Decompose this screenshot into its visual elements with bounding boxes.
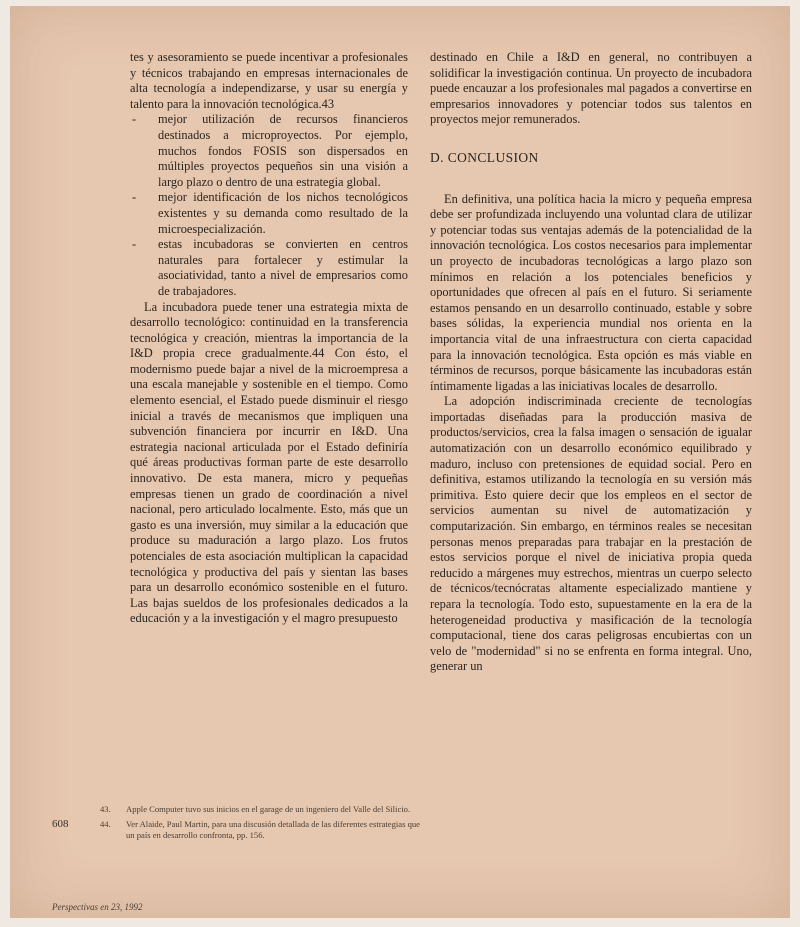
footnote-text: Apple Computer tuvo sus inicios en el garage de un ingeniero del Valle del Silicio. — [126, 804, 411, 814]
bullet-item: - estas incubadoras se convierten en centros naturales para fortalecer y estimular la asociatividad, tanto a nivel de empresarios como de trabajadores. — [130, 237, 408, 299]
footnote — [100, 819, 420, 841]
conclusion-paragraph: La adopción indiscriminada creciente de tecnologías importadas diseñadas para la producción masiva de productos/servicios, crea la falsa imagen o sensación de igualar automatización con un desarrollo económico equilibrado y maduro, incluso con pretensiones de equidad social. Pero en definitiva, estamos utilizando la tecnología en su versión más primitiva. Esto quiere decir que los empleos en el sector de servicios aumentan su nivel de automatización y computarización. Sin embargo, en términos reales se necesitan personas menos preparadas para trabajar en la prestación de estos servicios porque el nivel de iniciativa propia queda reducido a márgenes muy estrechos, mientras un cuerpo selecto de técnicos/tecnócratas altamente especializado mantiene y repara la tecnología. Todo esto, supuestamente en la era de la heterogeneidad productiva y masificación de la tecnología computacional, tiene dos caras peligrosas encubiertas con un velo de "modernidad" si no se enfrenta en forma integral. Uno, generar un — [430, 394, 752, 674]
conclusion-paragraph: En definitiva, una política hacia la micro y pequeña empresa debe ser profundizada incluyendo una voluntad clara de utilizar y potenciar todas sus ventajas además de la potencialidad de la innovación tecnológica. Los costos necesarios para implementar un proyecto de incubadoras tecnológicas a largo plazo son mínimos en relación a los potenciales beneficios y oportunidades que ofrecen al país en el futuro. Si seriamente estamos pensando en un desarrollo continuado, estable y sobre bases sólidas, la experiencia mundial nos orienta en la importancia vital de una infraestructura con cierta capacidad para la innovación tecnológica. Esta opción es más viable en términos de recursos, porque básicamente las incubadoras están íntimamente ligadas a las iniciativas locales de desarrollo. — [430, 191, 752, 393]
footnote-number: 43. — [100, 804, 111, 814]
footnote-number: 44. — [100, 819, 111, 829]
journal-footer: Perspectivas en 23, 1992 — [52, 902, 143, 912]
section-heading: D. CONCLUSION — [430, 149, 539, 165]
bullet-item: - mejor utilización de recursos financieros destinados a microproyectos. Por ejemplo, muchos fondos FOSIS son dispersados en múltiples proyectos pequeños sin una visión a largo plazo o dentro de una estrategia global. — [130, 112, 408, 190]
footnote — [100, 804, 420, 815]
footnote-text: Ver Alaide, Paul Martin, para una discusión detallada de las diferentes estrategias que un país en desarrollo confronta, pp. 156. — [126, 819, 420, 840]
document-page — [10, 6, 790, 918]
left-body-paragraph: La incubadora puede tener una estrategia mixta de desarrollo tecnológico: continuidad en la transferencia tecnológica y creación, mientras la importancia de la I&D propia crece gradualmente.44 Con ésto, el modernismo puede bajar a nivel de la microempresa a una escala manejable y sostenible en el tiempo. Como elemento esencial, el Estado puede disminuir el riesgo inicial a través de mecanismos que impliquen una subvención financiera por incurrir en I&D. Una estrategia nacional articulada por el Estado definiría qué áreas productivas forman parte de este desarrollo innovativo. De esta manera, micro y pequeñas empresas tienen un grado de coordinación a nivel nacional, pero articulado localmente. Esto, más que un gasto es una inversión, muy similar a la educación que produce su maduración a largo plazo. Los frutos potenciales de esta asociación multiplican la capacidad tecnológica y productiva del país y sientan las bases para un desarrollo económico sostenible en el futuro. Las bajas sueldos de los profesionales dedicados a la educación y a la investigación y el magro presupuesto — [130, 299, 408, 626]
bullet-item: - mejor identificación de los nichos tecnológicos existentes y su demanda como resultado de la microespecialización. — [130, 190, 408, 237]
left-column — [130, 50, 408, 627]
footnotes — [100, 804, 420, 845]
page-number: 608 — [52, 818, 69, 830]
bullet-list — [130, 112, 408, 299]
right-column — [430, 50, 752, 675]
right-continuation-paragraph: destinado en Chile a I&D en general, no contribuyen a solidificar la investigación continua. Un proyecto de incubadora puede encauzar a los profesionales mal pagados a convertirse en empresarios innovadores y potenciar todos sus talentos en proyectos mejor remunerados. — [430, 50, 752, 127]
left-intro-paragraph: tes y asesoramiento se puede incentivar a profesionales y técnicos trabajando en empresas internacionales de alta tecnología a independizarse, y usar su energía y talento para la innovación tecnológica.43 — [130, 50, 408, 111]
